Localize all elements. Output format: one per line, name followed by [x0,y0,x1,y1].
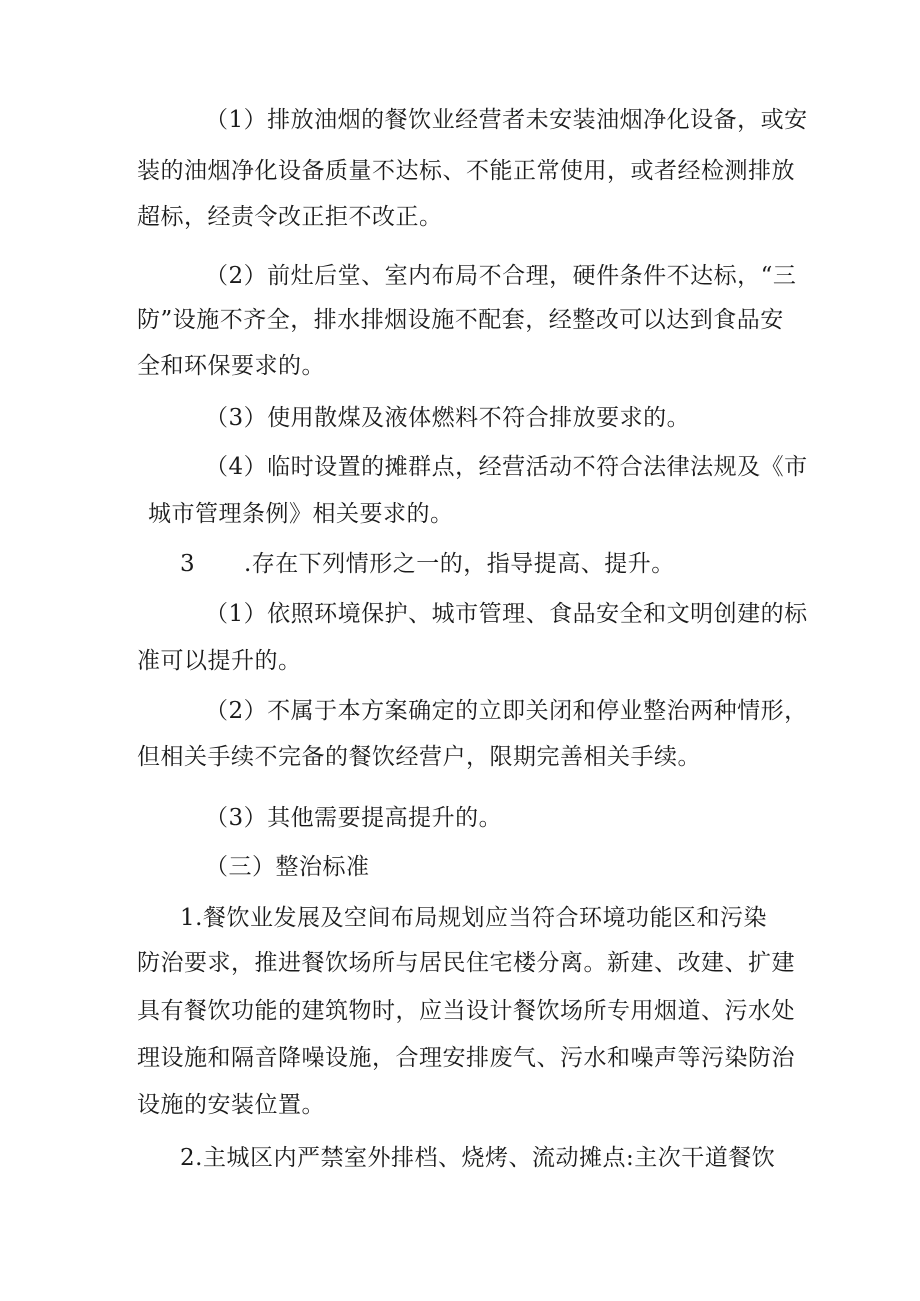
para-line-10: .存在下列情形之一的，指导提高、提升。 [244,551,675,577]
para-line-14: 但相关手续不完备的餐饮经营户，限期完善相关手续。 [137,744,701,770]
para-line-15: （3）其他需要提高提升的。 [205,805,503,831]
para-line-3: 超标，经责令改正拒不改正。 [137,204,443,230]
para-line-18: 防治要求，推进餐饮场所与居民住宅楼分离。新建、改建、扩建 [137,950,795,976]
para-line-11: （1）依照环境保护、城市管理、食品安全和文明创建的标 [205,601,808,627]
para-line-8: （4）临时设置的摊群点，经营活动不符合法律法规及《市 [205,454,808,480]
para-line-19: 具有餐饮功能的建筑物时，应当设计餐饮场所专用烟道、污水处 [137,998,795,1024]
para-line-21: 设施的安装位置。 [137,1092,325,1118]
para-line-1: （1）排放油烟的餐饮业经营者未安装油烟净化设备，或安 [205,107,808,133]
para-line-20: 理设施和隔音降噪设施，合理安排废气、污水和噪声等污染防治 [137,1045,795,1071]
para-line-13: （2）不属于本方案确定的立即关闭和停业整治两种情形， [205,698,808,724]
para-line-7: （3）使用散煤及液体燃料不符合排放要求的。 [205,405,691,431]
para-line-5: 防”设施不齐全，排水排烟设施不配套，经整改可以达到食品安 [137,307,784,333]
para-line-4: （2）前灶后堂、室内布局不合理，硬件条件不达标，“三 [205,263,797,289]
para-line-2: 装的油烟净化设备质量不达标、不能正常使用，或者经检测排放 [137,158,795,184]
para-line-12: 准可以提升的。 [137,648,302,674]
section-heading: （三）整治标准 [205,854,370,880]
para-line-9: 城市管理条例》相关要求的。 [148,501,454,527]
para-line-6: 全和环保要求的。 [137,353,325,379]
para-line-22: 2.主城区内严禁室外排档、烧烤、流动摊点:主次干道餐饮 [180,1145,776,1171]
section-number-3: 3 [180,551,196,577]
para-line-17: 1.餐饮业发展及空间布局规划应当符合环境功能区和污染 [180,905,767,931]
